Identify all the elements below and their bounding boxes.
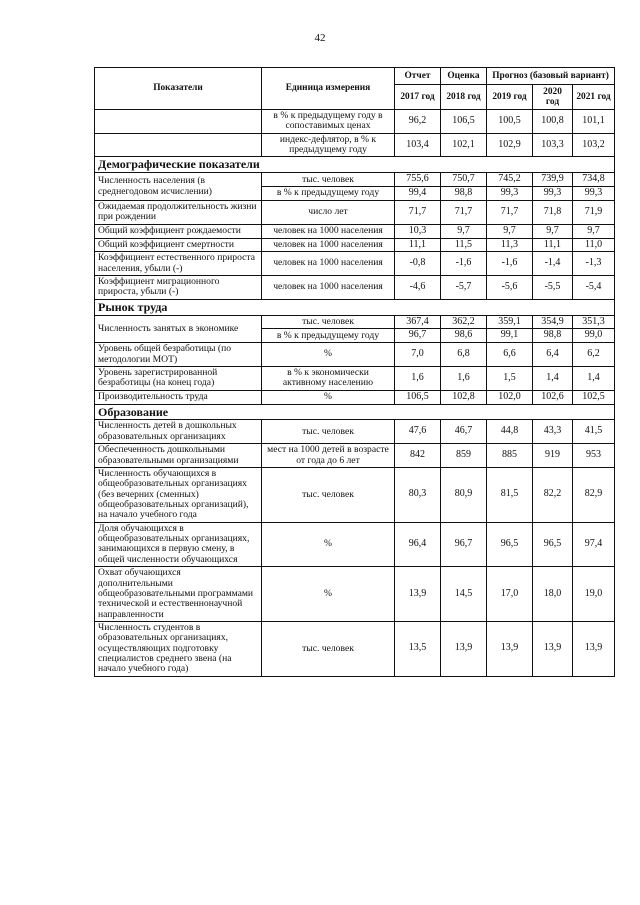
- value-cell: 71,9: [573, 200, 615, 224]
- page-number: 42: [314, 32, 326, 44]
- value-cell: 1,4: [573, 367, 615, 391]
- value-cell: 80,9: [441, 467, 487, 522]
- section-header: [95, 299, 615, 315]
- value-cell: 6,6: [487, 343, 533, 367]
- value-cell: 367,4: [395, 315, 441, 329]
- table-row: [95, 133, 615, 157]
- unit-cell: в % к предыдущему году: [262, 187, 395, 201]
- value-cell: 99,1: [487, 329, 533, 343]
- value-cell: 953: [573, 444, 615, 468]
- value-cell: 100,5: [487, 110, 533, 134]
- header-year: 2021 год: [573, 85, 615, 110]
- unit-cell: мест на 1000 детей в возрасте от года до 6 лет: [262, 444, 395, 468]
- value-cell: 362,2: [441, 315, 487, 329]
- value-cell: 9,7: [487, 224, 533, 238]
- unit-cell: тыс. человек: [262, 467, 395, 522]
- value-cell: -1,6: [441, 252, 487, 276]
- value-cell: 96,7: [395, 329, 441, 343]
- indicator-cell: Численность населения (в среднегодовом исчислении): [95, 173, 262, 201]
- indicator-cell: Численность обучающихся в общеобразовательных организациях (без вечерних (сменных) общеобразовательных организаций), на начало учебного года: [95, 467, 262, 522]
- indicator-cell: Численность занятых в экономике: [95, 315, 262, 343]
- unit-cell: человек на 1000 населения: [262, 252, 395, 276]
- indicator-cell: Уровень общей безработицы (по методологии МОТ): [95, 343, 262, 367]
- value-cell: -4,6: [395, 276, 441, 300]
- value-cell: 106,5: [395, 390, 441, 404]
- value-cell: -1,3: [573, 252, 615, 276]
- section-header: [95, 404, 615, 420]
- value-cell: 354,9: [533, 315, 573, 329]
- unit-cell: человек на 1000 населения: [262, 238, 395, 252]
- value-cell: 102,5: [573, 390, 615, 404]
- value-cell: -5,5: [533, 276, 573, 300]
- value-cell: 82,2: [533, 467, 573, 522]
- value-cell: 96,5: [487, 522, 533, 566]
- value-cell: 755,6: [395, 173, 441, 187]
- unit-cell: тыс. человек: [262, 315, 395, 329]
- value-cell: 44,8: [487, 420, 533, 444]
- unit-cell: тыс. человек: [262, 173, 395, 187]
- section-header: [95, 157, 615, 173]
- value-cell: -0,8: [395, 252, 441, 276]
- unit-cell: %: [262, 522, 395, 566]
- table-row: [95, 343, 615, 367]
- value-cell: 82,9: [573, 467, 615, 522]
- indicator-cell: Коэффициент миграционного прироста, убыли (-): [95, 276, 262, 300]
- table-row: [95, 467, 615, 522]
- value-cell: 9,7: [573, 224, 615, 238]
- value-cell: 102,1: [441, 133, 487, 157]
- value-cell: 80,3: [395, 467, 441, 522]
- value-cell: 6,2: [573, 343, 615, 367]
- value-cell: 98,8: [441, 187, 487, 201]
- header-forecast: Прогноз (базовый вариант): [487, 68, 615, 85]
- section-title: Демографические показатели: [95, 157, 615, 173]
- unit-cell: человек на 1000 населения: [262, 224, 395, 238]
- unit-cell: в % к предыдущему году в сопоставимых ценах: [262, 110, 395, 134]
- indicator-cell: Охват обучающихся дополнительными общеобразовательными программами технической и естественнонаучной направленности: [95, 567, 262, 622]
- value-cell: 11,3: [487, 238, 533, 252]
- value-cell: 71,7: [487, 200, 533, 224]
- table-row: [95, 238, 615, 252]
- value-cell: 13,9: [573, 621, 615, 676]
- unit-cell: в % к экономически активному населению: [262, 367, 395, 391]
- value-cell: 9,7: [441, 224, 487, 238]
- table-row: [95, 276, 615, 300]
- value-cell: -1,6: [487, 252, 533, 276]
- value-cell: 9,7: [533, 224, 573, 238]
- value-cell: 750,7: [441, 173, 487, 187]
- value-cell: 18,0: [533, 567, 573, 622]
- value-cell: 47,6: [395, 420, 441, 444]
- header-report: Отчет: [395, 68, 441, 85]
- value-cell: 102,8: [441, 390, 487, 404]
- value-cell: 96,7: [441, 522, 487, 566]
- value-cell: 11,5: [441, 238, 487, 252]
- value-cell: 99,0: [573, 329, 615, 343]
- value-cell: 100,8: [533, 110, 573, 134]
- forecast-table: [94, 67, 615, 677]
- value-cell: 13,9: [533, 621, 573, 676]
- value-cell: 71,7: [395, 200, 441, 224]
- value-cell: 102,0: [487, 390, 533, 404]
- indicator-cell: [95, 133, 262, 157]
- value-cell: 103,3: [533, 133, 573, 157]
- value-cell: 919: [533, 444, 573, 468]
- value-cell: -5,7: [441, 276, 487, 300]
- value-cell: 103,2: [573, 133, 615, 157]
- value-cell: 81,5: [487, 467, 533, 522]
- value-cell: -1,4: [533, 252, 573, 276]
- unit-cell: тыс. человек: [262, 420, 395, 444]
- value-cell: 859: [441, 444, 487, 468]
- unit-cell: %: [262, 390, 395, 404]
- indicator-cell: Общий коэффициент рождаемости: [95, 224, 262, 238]
- value-cell: 99,3: [533, 187, 573, 201]
- value-cell: 71,8: [533, 200, 573, 224]
- value-cell: 1,6: [441, 367, 487, 391]
- table-row: [95, 621, 615, 676]
- unit-cell: число лет: [262, 200, 395, 224]
- value-cell: 99,4: [395, 187, 441, 201]
- value-cell: 46,7: [441, 420, 487, 444]
- table-row: [95, 444, 615, 468]
- value-cell: 99,3: [487, 187, 533, 201]
- indicator-cell: Уровень зарегистрированной безработицы (на конец года): [95, 367, 262, 391]
- table-row: [95, 224, 615, 238]
- table-row: [95, 252, 615, 276]
- value-cell: 41,5: [573, 420, 615, 444]
- indicator-cell: Ожидаемая продолжительность жизни при рождении: [95, 200, 262, 224]
- value-cell: 842: [395, 444, 441, 468]
- table-row: [95, 110, 615, 134]
- value-cell: 19,0: [573, 567, 615, 622]
- unit-cell: в % к предыдущему году: [262, 329, 395, 343]
- indicator-cell: Обеспеченность дошкольными образовательными организациями: [95, 444, 262, 468]
- header-year: 2019 год: [487, 85, 533, 110]
- value-cell: 102,6: [533, 390, 573, 404]
- value-cell: 1,6: [395, 367, 441, 391]
- section-title: Рынок труда: [95, 299, 615, 315]
- value-cell: 1,5: [487, 367, 533, 391]
- value-cell: 11,1: [533, 238, 573, 252]
- value-cell: 13,9: [441, 621, 487, 676]
- table-row: [95, 420, 615, 444]
- value-cell: 71,7: [441, 200, 487, 224]
- header-year: 2018 год: [441, 85, 487, 110]
- indicator-cell: Коэффициент естественного прироста населения, убыли (-): [95, 252, 262, 276]
- value-cell: 6,4: [533, 343, 573, 367]
- header-year: 2017 год: [395, 85, 441, 110]
- indicator-cell: [95, 110, 262, 134]
- unit-cell: тыс. человек: [262, 621, 395, 676]
- indicator-cell: Общий коэффициент смертности: [95, 238, 262, 252]
- header-year: 2020 год: [533, 85, 573, 110]
- value-cell: 885: [487, 444, 533, 468]
- header-estimate: Оценка: [441, 68, 487, 85]
- value-cell: 13,5: [395, 621, 441, 676]
- value-cell: 96,5: [533, 522, 573, 566]
- value-cell: 17,0: [487, 567, 533, 622]
- indicator-cell: Численность детей в дошкольных образовательных организациях: [95, 420, 262, 444]
- value-cell: 43,3: [533, 420, 573, 444]
- value-cell: 734,8: [573, 173, 615, 187]
- indicator-cell: Доля обучающихся в общеобразовательных организациях, занимающихся в первую смену, в общей численности обучающихся: [95, 522, 262, 566]
- header-indicators: Показатели: [95, 68, 262, 110]
- indicator-cell: Производительность труда: [95, 390, 262, 404]
- section-title: Образование: [95, 404, 615, 420]
- unit-cell: %: [262, 343, 395, 367]
- value-cell: 6,8: [441, 343, 487, 367]
- table-body: [95, 110, 615, 677]
- unit-cell: индекс-дефлятор, в % к предыдущему году: [262, 133, 395, 157]
- value-cell: 745,2: [487, 173, 533, 187]
- value-cell: 102,9: [487, 133, 533, 157]
- value-cell: 351,3: [573, 315, 615, 329]
- value-cell: -5,6: [487, 276, 533, 300]
- indicator-cell: Численность студентов в образовательных организациях, осуществляющих подготовку специалистов среднего звена (на начало учебного года): [95, 621, 262, 676]
- value-cell: 739,9: [533, 173, 573, 187]
- unit-cell: %: [262, 567, 395, 622]
- value-cell: 11,1: [395, 238, 441, 252]
- table-row: [95, 173, 615, 187]
- value-cell: 98,8: [533, 329, 573, 343]
- value-cell: -5,4: [573, 276, 615, 300]
- value-cell: 106,5: [441, 110, 487, 134]
- table-row: [95, 200, 615, 224]
- table-row: [95, 567, 615, 622]
- table-row: [95, 522, 615, 566]
- table-row: [95, 367, 615, 391]
- value-cell: 359,1: [487, 315, 533, 329]
- value-cell: 14,5: [441, 567, 487, 622]
- value-cell: 96,2: [395, 110, 441, 134]
- value-cell: 13,9: [487, 621, 533, 676]
- value-cell: 1,4: [533, 367, 573, 391]
- unit-cell: человек на 1000 населения: [262, 276, 395, 300]
- value-cell: 7,0: [395, 343, 441, 367]
- table-row: [95, 390, 615, 404]
- value-cell: 10,3: [395, 224, 441, 238]
- value-cell: 96,4: [395, 522, 441, 566]
- table-row: [95, 315, 615, 329]
- value-cell: 11,0: [573, 238, 615, 252]
- value-cell: 97,4: [573, 522, 615, 566]
- value-cell: 103,4: [395, 133, 441, 157]
- value-cell: 98,6: [441, 329, 487, 343]
- value-cell: 99,3: [573, 187, 615, 201]
- value-cell: 101,1: [573, 110, 615, 134]
- value-cell: 13,9: [395, 567, 441, 622]
- header-unit: Единица измерения: [262, 68, 395, 110]
